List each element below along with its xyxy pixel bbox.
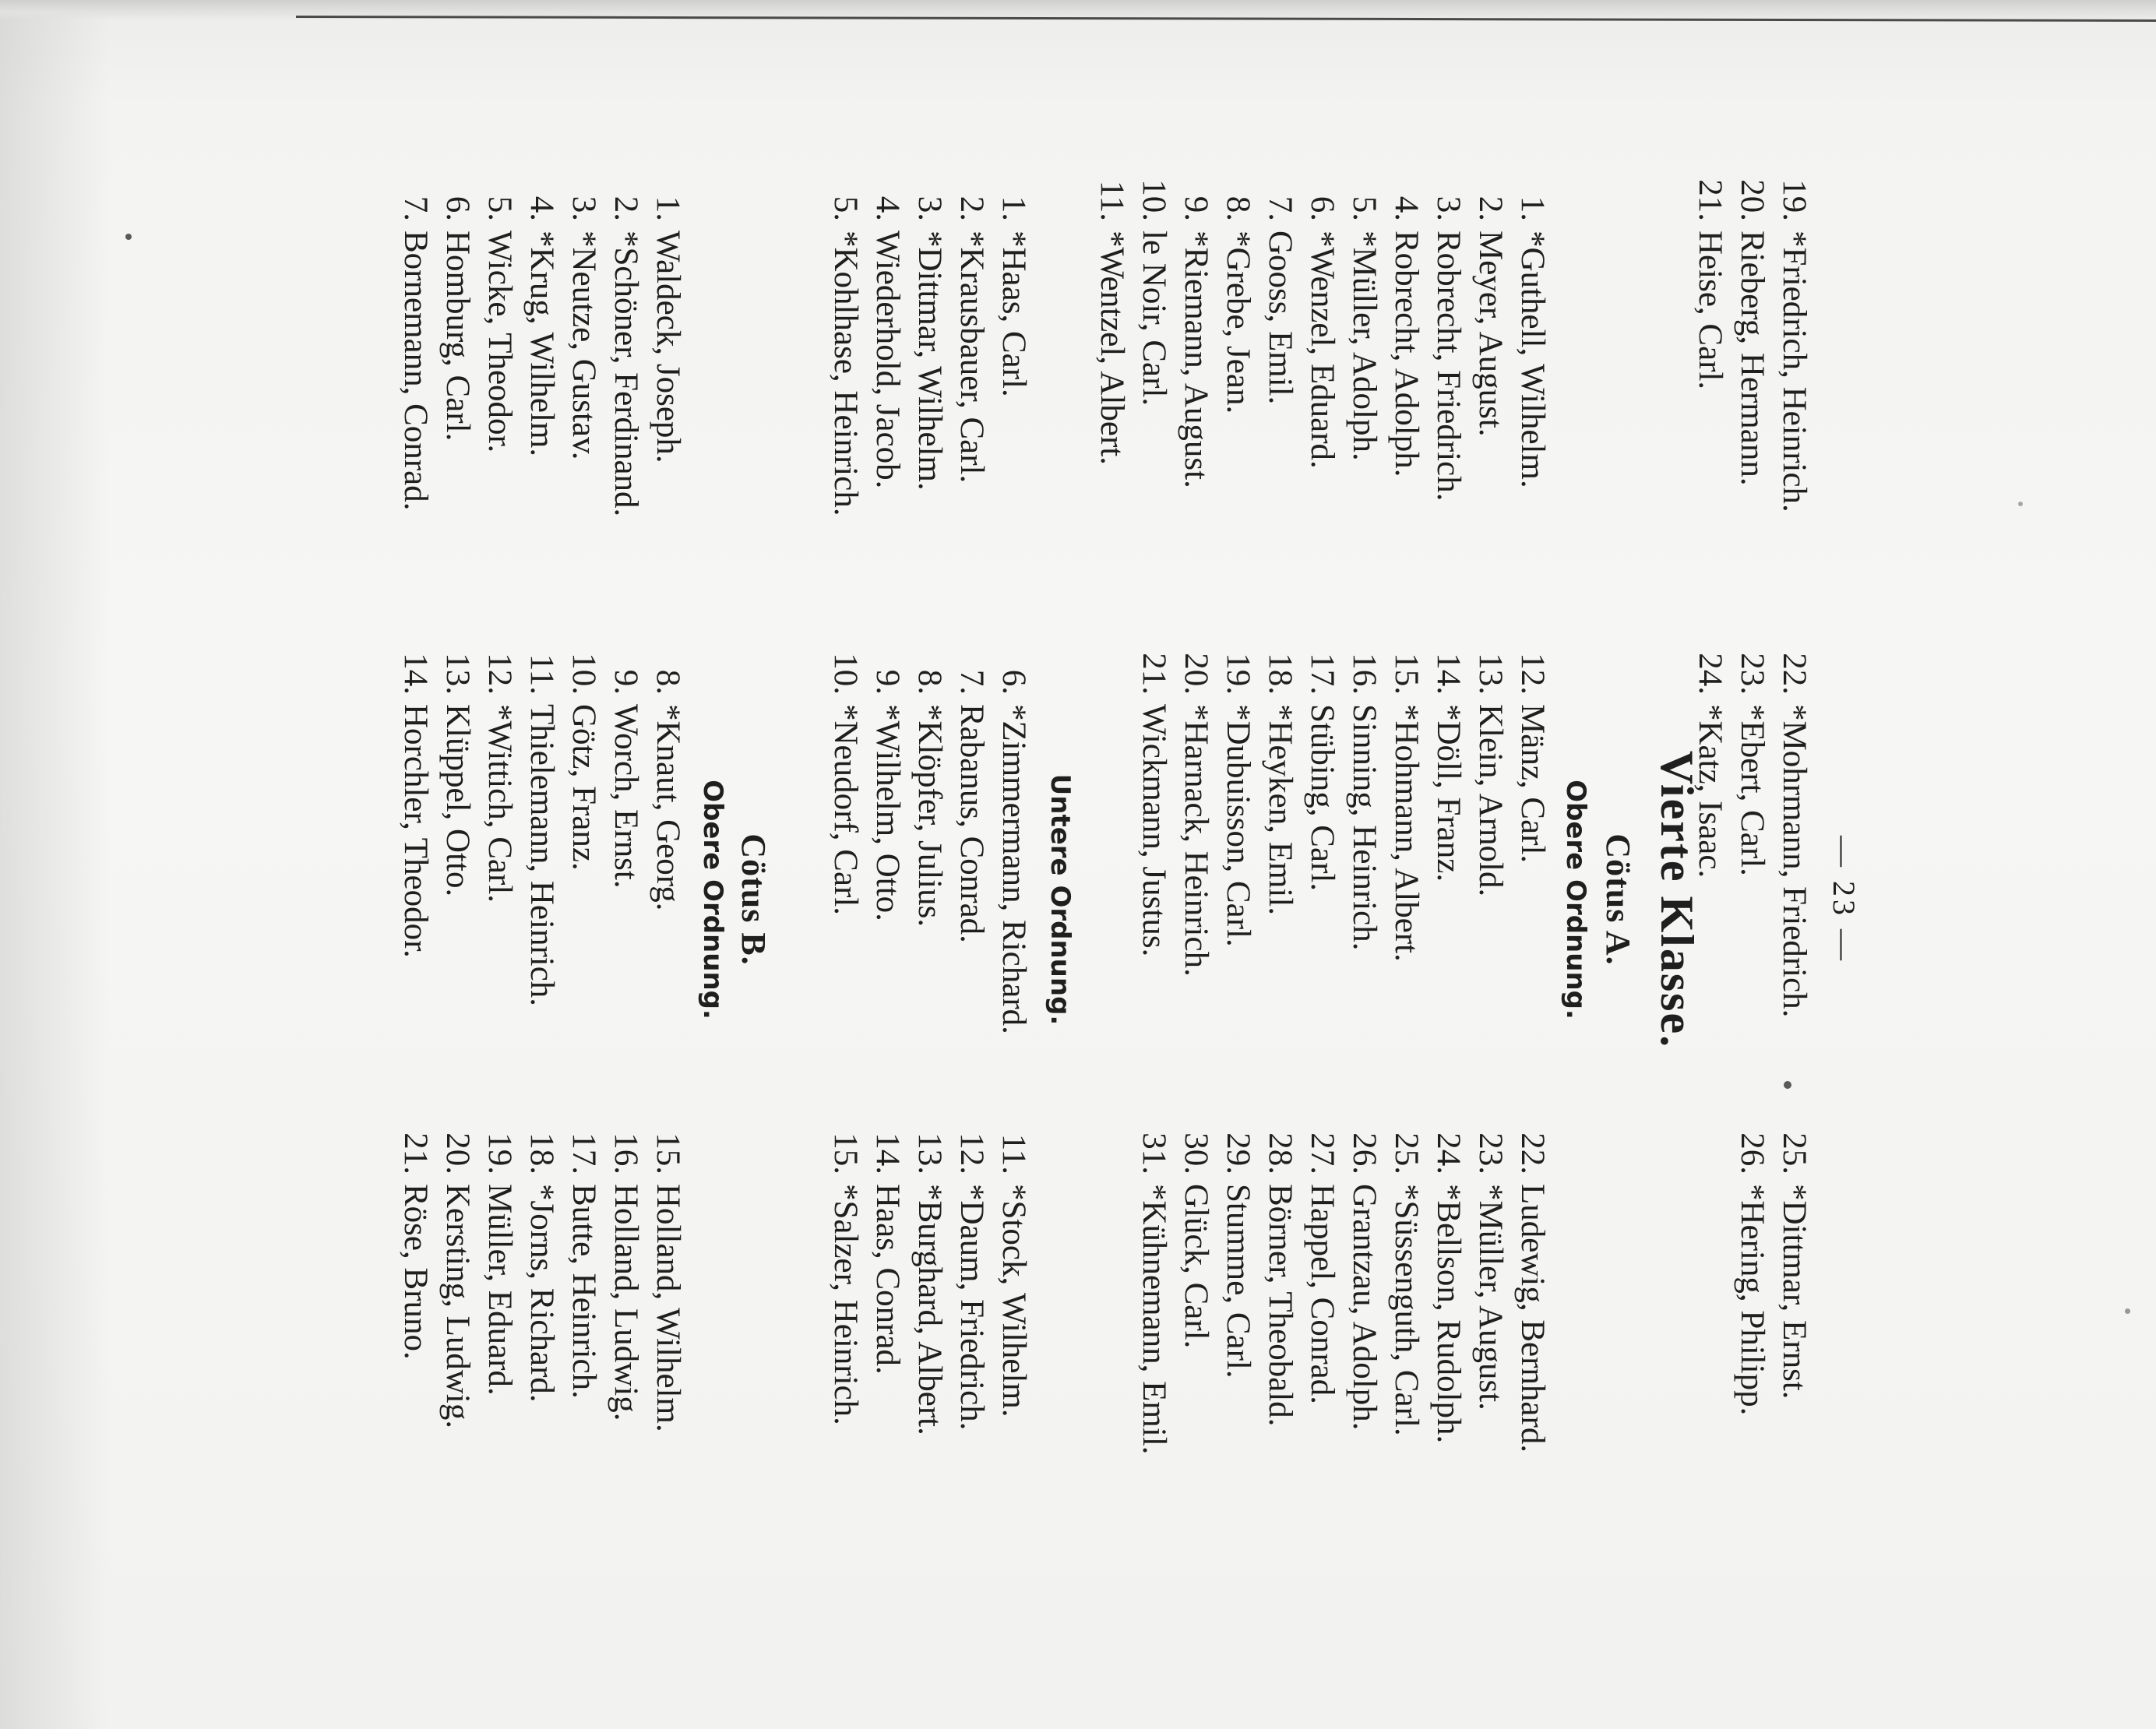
list-item: 8. *Grebe, Jean. [1220,195,1256,414]
coetus-a-title: Cötus A. [1599,833,1637,966]
list-item: 22. Ludewig, Bernhard. [1514,1132,1551,1453]
list-item: 13. Klein, Arnold. [1472,653,1509,897]
list-item: 8. *Klöpfer, Julius. [911,669,948,928]
coetus-a-untere-heading: Untere Ordnung. [1045,773,1076,1026]
rotated-page-content [307,148,1865,1651]
ink-speck [2018,502,2023,506]
list-item: 12. *Wittich, Carl. [481,653,518,903]
list-item: 6. Homburg, Carl. [439,195,476,442]
list-item: 17. Butte, Heinrich. [565,1132,602,1399]
class-title: Vierte Klasse. [1651,750,1703,1049]
list-item: 11. Thielemann, Heinrich. [523,653,560,1007]
list-item: 10. le Noir, Carl. [1136,179,1172,407]
list-item: 2. *Schöner, Ferdinand. [608,195,644,517]
top-list-col1 [1689,164,1815,512]
list-item: 7. Gooss, Emil. [1262,195,1298,405]
page-number: — 23 — [1827,836,1862,963]
list-item: 23. *Müller, August. [1472,1132,1509,1410]
list-item: 13. *Burghard, Albert. [911,1132,948,1435]
list-item: 14. Haas, Conrad. [869,1132,906,1375]
list-item: 15. *Salzer, Heinrich. [827,1132,864,1425]
list-item: 2. Meyer, August. [1472,195,1509,437]
list-item: 10. Götz, Franz. [565,653,602,871]
list-item: 13. Klüppel, Otto. [439,653,476,897]
list-item: 29. Stumme, Carl. [1220,1132,1256,1379]
coetus-b-obere-heading: Obere Ordnung. [697,780,728,1019]
list-item: 16. Sinning, Heinrich. [1346,653,1383,951]
list-item: 21. Röse, Bruno. [397,1132,434,1360]
coetus-a-untere-col3 [824,1117,1034,1435]
list-item: 26. *Hering, Philipp. [1734,1132,1770,1416]
ink-speck [125,234,132,240]
list-item: 10. *Neudorf, Carl. [827,653,864,916]
list-item: 16. Holland, Ludwig. [608,1132,644,1421]
list-item: 2. *Krausbauer, Carl. [953,195,990,484]
coetus-b-obere-col1 [394,164,689,516]
list-item: 22. *Mohrmann, Friedrich. [1776,653,1813,1018]
coetus-a-obere-heading: Obere Ordnung. [1560,780,1591,1019]
list-item: 4. Wiederhold, Jacob. [869,195,906,489]
list-item: 20. *Harnack, Heinrich. [1178,653,1214,977]
list-item: 4. *Krug, Wilhelm. [523,195,560,457]
list-item: 15. *Hohmann, Albert. [1388,653,1425,962]
list-item: 3. *Neutze, Gustav. [565,195,602,460]
list-item: 27. Happel, Conrad. [1304,1132,1340,1405]
coetus-a-untere-col2 [824,637,1034,1034]
list-item: 24. *Bellson, Rudolph. [1430,1132,1467,1444]
top-list-col3 [1731,1117,1815,1415]
list-item: 9. *Wilhelm, Otto. [869,669,906,921]
list-item: 3. Robrecht, Friedrich. [1430,195,1467,502]
list-item: 5. *Müller, Adolph. [1346,195,1383,461]
list-item: 11. *Stock, Wilhelm. [995,1133,1032,1417]
list-item: 24. *Katz, Isaac. [1692,653,1728,879]
list-item: 21. Wickmann, Justus. [1136,653,1172,957]
list-item: 20. Rieberg, Hermann. [1734,179,1770,486]
list-item: 14. *Döll, Franz. [1430,653,1467,882]
list-item: 20. Kersting, Ludwig. [439,1132,476,1429]
coetus-a-untere-col1 [824,164,1034,516]
list-item: 11. *Wentzel, Albert. [1094,180,1130,466]
list-item: 8. *Knaut, Georg. [650,669,686,911]
page-fold-shadow [0,0,109,1729]
list-item: 23. *Ebert, Carl. [1734,653,1770,876]
coetus-b-obere-col2 [394,637,689,1006]
list-item: 12. *Daum, Friedrich. [953,1132,990,1431]
list-item: 1. Waldeck, Joseph. [650,195,686,463]
coetus-b-obere-col3 [394,1117,689,1432]
list-item: 19. *Friedrich, Heinrich. [1776,179,1813,512]
list-item: 26. Grantzau, Adolph. [1346,1132,1383,1431]
list-item: 19. Müller, Eduard. [481,1132,518,1396]
list-item: 6. *Wenzel, Eduard. [1304,195,1340,469]
list-item: 7. Rabanus, Conrad. [953,669,990,943]
list-item: 25. *Süssenguth, Carl. [1388,1132,1425,1436]
list-item: 21. Heise, Carl. [1692,179,1728,390]
list-item: 6. *Zimmermann, Richard. [995,669,1032,1034]
list-item: 9. Worch, Ernst. [608,669,644,889]
coetus-a-obere-col1 [1090,164,1553,502]
list-item: 12. Mänz, Carl. [1514,653,1551,864]
ink-speck [2125,1308,2130,1314]
list-item: 5. Wicke, Theodor. [481,195,518,453]
list-item: 17. Stübing, Carl. [1304,653,1340,892]
list-item: 1. *Haas, Carl. [995,195,1032,397]
list-item: 9. *Riemann, August. [1178,195,1214,488]
list-item: 1. *Guthell, Wilhelm. [1514,195,1551,488]
list-item: 5. *Kohlhase, Heinrich. [827,195,864,516]
list-item: 30. Glück, Carl. [1178,1132,1214,1349]
list-item: 25. *Dittmar, Ernst. [1776,1132,1813,1400]
list-item: 14. Horchler, Theodor. [397,653,434,958]
list-item: 18. *Heyken, Emil. [1262,653,1298,916]
coetus-a-obere-col3 [1133,1117,1553,1455]
list-item: 28. Börner, Theobald. [1262,1132,1298,1427]
list-item: 3. *Dittmar, Wilhelm. [911,195,948,491]
coetus-a-obere-col2 [1133,637,1553,977]
coetus-b-title: Cötus B. [735,833,773,966]
list-item: 19. *Dubuisson, Carl. [1220,653,1256,947]
list-item: 7. Bornemann, Conrad. [397,195,434,511]
list-item: 4. Robrecht, Adolph. [1388,195,1425,477]
top-list-col2 [1689,637,1815,1017]
list-item: 31. *Kühnemann, Emil. [1136,1132,1172,1455]
list-item: 18. *Jorns, Richard. [523,1132,560,1403]
list-item: 15. Holland, Wilhelm. [650,1132,686,1432]
